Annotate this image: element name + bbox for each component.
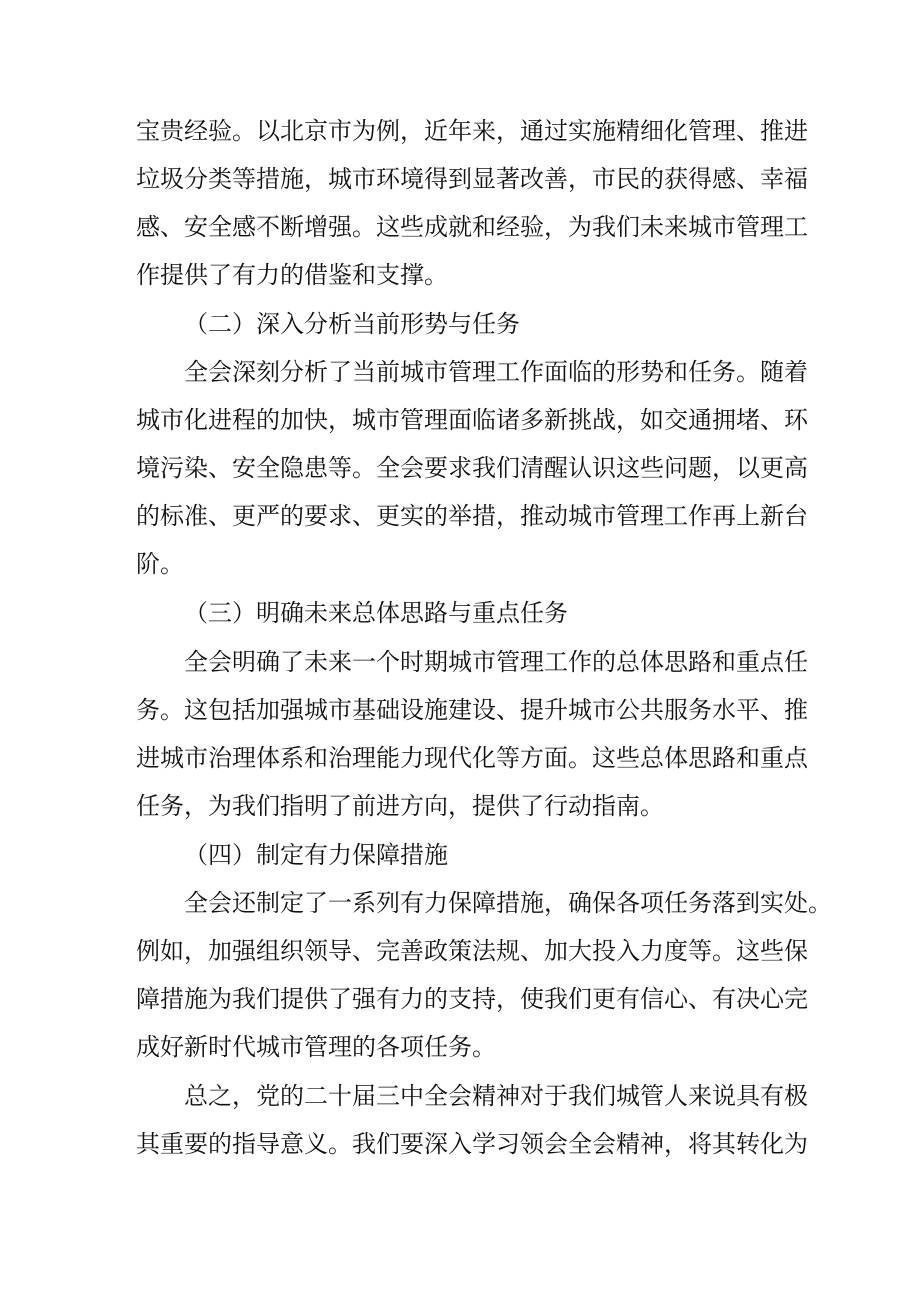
paragraph-line: 的标准、更严的要求、更实的举措，推动城市管理工作再上新台 bbox=[136, 502, 808, 530]
paragraph-line: 城市化进程的加快，城市管理面临诸多新挑战，如交通拥堵、环 bbox=[136, 406, 808, 434]
paragraph-line: 感、安全感不断增强。这些成就和经验，为我们未来城市管理工 bbox=[136, 213, 808, 241]
paragraph-line: 总之，党的二十届三中全会精神对于我们城管人来说具有极 bbox=[184, 1082, 808, 1110]
paragraph-line: 成好新时代城市管理的各项任务。 bbox=[136, 1033, 496, 1061]
section-heading: （三）明确未来总体思路与重点任务 bbox=[184, 599, 568, 627]
section-heading: （二）深入分析当前形势与任务 bbox=[184, 310, 520, 338]
paragraph-line: 其重要的指导意义。我们要深入学习领会全会精神，将其转化为 bbox=[136, 1130, 808, 1158]
paragraph-line: 垃圾分类等措施，城市环境得到显著改善，市民的获得感、幸福 bbox=[136, 165, 808, 193]
paragraph-line: 阶。 bbox=[136, 550, 184, 578]
paragraph-line: 全会深刻分析了当前城市管理工作面临的形势和任务。随着 bbox=[184, 358, 808, 386]
paragraph-line: 作提供了有力的借鉴和支撑。 bbox=[136, 261, 448, 289]
paragraph-line: 障措施为我们提供了强有力的支持，使我们更有信心、有决心完 bbox=[136, 985, 808, 1013]
paragraph-line: 务。这包括加强城市基础设施建设、提升城市公共服务水平、推 bbox=[136, 696, 808, 724]
section-heading: （四）制定有力保障措施 bbox=[184, 841, 448, 869]
paragraph-line: 进城市治理体系和治理能力现代化等方面。这些总体思路和重点 bbox=[136, 744, 808, 772]
paragraph-line: 例如，加强组织领导、完善政策法规、加大投入力度等。这些保 bbox=[136, 937, 808, 965]
paragraph-line: 境污染、安全隐患等。全会要求我们清醒认识这些问题，以更高 bbox=[136, 454, 808, 482]
paragraph-line: 全会还制定了一系列有力保障措施，确保各项任务落到实处。 bbox=[184, 889, 832, 917]
paragraph-line: 任务，为我们指明了前进方向，提供了行动指南。 bbox=[136, 792, 664, 820]
paragraph-line: 全会明确了未来一个时期城市管理工作的总体思路和重点任 bbox=[184, 648, 808, 676]
paragraph-line: 宝贵经验。以北京市为例，近年来，通过实施精细化管理、推进 bbox=[136, 117, 808, 145]
